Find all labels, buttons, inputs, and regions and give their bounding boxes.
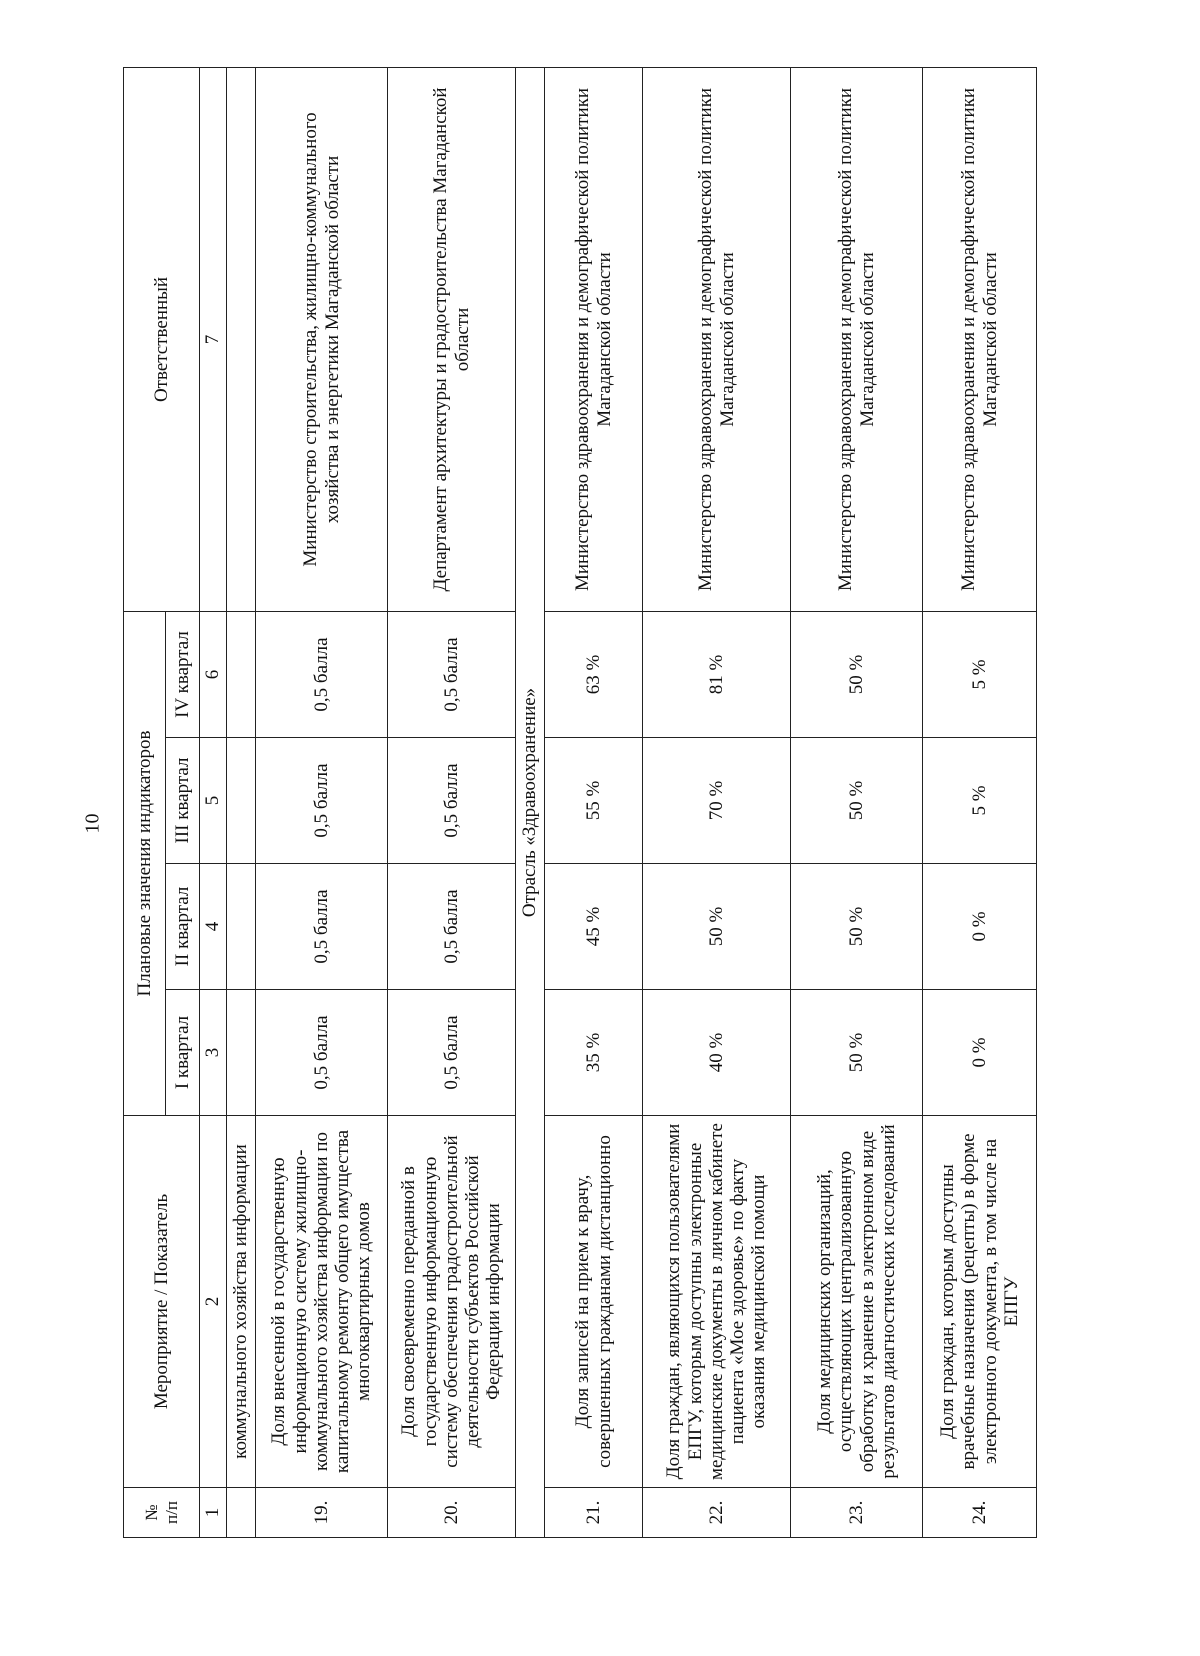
col-index-cell: 2 (200, 1116, 227, 1488)
rotated-table-container (123, 68, 1026, 1538)
header-planned-values: Плановые значения индикаторов (124, 611, 166, 1115)
indicator-text: Доля медицинских организаций, осуществляющих централизованную обработку и хранение в электронном виде результатов диагностических исследований (791, 1116, 923, 1488)
header-q1: I квартал (166, 990, 200, 1116)
header-q2: II квартал (166, 864, 200, 990)
col-index-cell: 1 (200, 1488, 227, 1538)
col-index-cell: 3 (200, 990, 227, 1116)
header-q4: IV квартал (166, 611, 200, 737)
page-number: 10 (81, 813, 104, 834)
continuation-text: коммунального хозяйства информации (227, 1116, 256, 1488)
value-q1: 0 % (923, 990, 1037, 1116)
col-index-cell: 4 (200, 864, 227, 990)
sector-title: Отрасль «Здравоохранение» (516, 67, 545, 1537)
header-q3: III квартал (166, 738, 200, 864)
indicator-text: Доля своевременно переданной в государственную информационную систему обеспечения градостроительной деятельности субъектов Российской Федерации информации (388, 1116, 516, 1488)
indicator-text: Доля записей на прием к врачу, совершенных гражданами дистанционно (545, 1116, 643, 1488)
header-indicator: Мероприятие / Показатель (124, 1116, 200, 1488)
value-q1: 50 % (791, 990, 923, 1116)
row-number: 24. (923, 1488, 1037, 1538)
value-q2: 50 % (643, 864, 791, 990)
value-q1: 35 % (545, 990, 643, 1116)
value-q4: 50 % (791, 611, 923, 737)
table-row (923, 67, 1037, 1537)
value-q4: 5 % (923, 611, 1037, 737)
indicator-text: Доля граждан, являющихся пользователями ЕПГУ, которым доступны электронные медицинские документы в личном кабинете пациента «Мое здоровье» по факту оказания медицинской помощи (643, 1116, 791, 1488)
value-q3: 50 % (791, 738, 923, 864)
value-q3: 0,5 балла (388, 738, 516, 864)
responsible-text: Министерство строительства, жилищно-коммунального хозяйства и энергетики Магаданской области (256, 67, 388, 611)
value-q4: 81 % (643, 611, 791, 737)
header-num: № п/п (124, 1488, 200, 1538)
col-index-cell: 6 (200, 611, 227, 737)
indicator-text: Доля граждан, которым доступны врачебные назначения (рецепты) в форме электронного документа, в том числе на ЕПГУ (923, 1116, 1037, 1488)
continuation-row (227, 67, 256, 1537)
responsible-text: Министерство здравоохранения и демографической политики Магаданской области (923, 67, 1037, 611)
value-q2: 0 % (923, 864, 1037, 990)
col-index-cell: 7 (200, 67, 227, 611)
value-q4: 63 % (545, 611, 643, 737)
value-q3: 55 % (545, 738, 643, 864)
responsible-text: Департамент архитектуры и градостроительства Магаданской области (388, 67, 516, 611)
row-number: 20. (388, 1488, 516, 1538)
value-q1: 0,5 балла (256, 990, 388, 1116)
value-q2: 0,5 балла (388, 864, 516, 990)
indicator-text: Доля внесенной в государственную информационную систему жилищно-коммунального хозяйства информации по капитальному ремонту общего имущества многоквартирных домов (256, 1116, 388, 1488)
value-q4: 0,5 балла (256, 611, 388, 737)
value-q2: 0,5 балла (256, 864, 388, 990)
value-q2: 45 % (545, 864, 643, 990)
header-responsible: Ответственный (124, 67, 200, 611)
table-row (643, 67, 791, 1537)
value-q3: 5 % (923, 738, 1037, 864)
table-row (256, 67, 388, 1537)
value-q1: 40 % (643, 990, 791, 1116)
sector-row (516, 67, 545, 1537)
value-q4: 0,5 балла (388, 611, 516, 737)
column-index-row (200, 67, 227, 1537)
indicators-table (123, 67, 1037, 1538)
col-index-cell: 5 (200, 738, 227, 864)
row-number: 19. (256, 1488, 388, 1538)
value-q1: 0,5 балла (388, 990, 516, 1116)
table-row (545, 67, 643, 1537)
row-number: 23. (791, 1488, 923, 1538)
table-row (791, 67, 923, 1537)
row-number: 22. (643, 1488, 791, 1538)
value-q3: 70 % (643, 738, 791, 864)
responsible-text: Министерство здравоохранения и демографической политики Магаданской области (791, 67, 923, 611)
table-row (388, 67, 516, 1537)
value-q3: 0,5 балла (256, 738, 388, 864)
responsible-text: Министерство здравоохранения и демографической политики Магаданской области (545, 67, 643, 611)
responsible-text: Министерство здравоохранения и демографической политики Магаданской области (643, 67, 791, 611)
row-number: 21. (545, 1488, 643, 1538)
value-q2: 50 % (791, 864, 923, 990)
